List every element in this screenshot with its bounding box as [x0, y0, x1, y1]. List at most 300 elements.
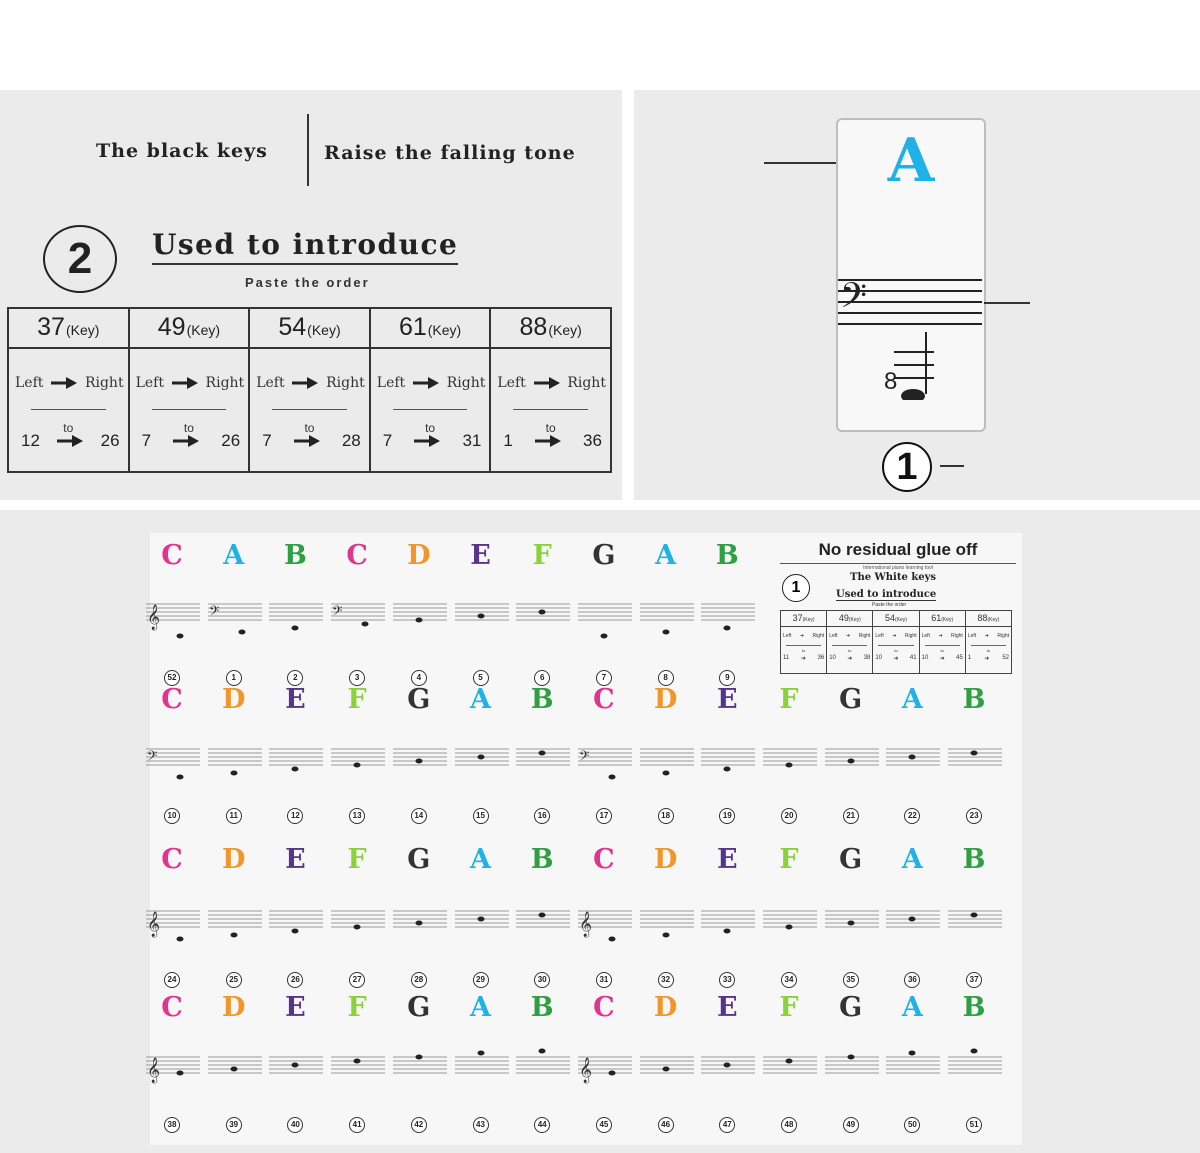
mini-to-label: to — [986, 648, 991, 653]
arrow-right-icon — [535, 435, 561, 447]
note-head — [724, 767, 731, 772]
note-letter: F — [779, 684, 799, 715]
mini-staff — [761, 739, 819, 789]
note-head — [354, 925, 361, 930]
note-letter: D — [221, 684, 246, 715]
left-label: Left — [256, 375, 285, 391]
arrow-right-icon — [413, 377, 439, 389]
range-end: 28 — [341, 431, 361, 450]
mini-staff — [576, 594, 634, 644]
key-number-badge: 36 — [904, 972, 920, 988]
note-letter: A — [470, 684, 491, 715]
mini-staff — [638, 594, 696, 644]
note-head — [177, 1071, 184, 1076]
note-head — [600, 634, 607, 639]
mini-key-count: 54 — [885, 613, 896, 623]
range-start: 12 — [21, 431, 40, 450]
mini-to-label: to — [801, 648, 806, 653]
mini-staff — [884, 739, 942, 789]
note-letter: B — [962, 684, 986, 715]
to-label: to — [425, 421, 436, 435]
divider-line — [31, 409, 106, 410]
mini-range-start: 10 — [921, 655, 929, 661]
key-direction-body — [371, 349, 490, 471]
note-head — [477, 1051, 484, 1056]
note-head — [362, 622, 369, 627]
note-head — [909, 917, 916, 922]
note-letter: D — [407, 540, 431, 571]
mini-key-column — [873, 611, 919, 673]
mini-staff — [699, 594, 757, 644]
key-number-badge: 29 — [473, 972, 489, 988]
mini-key-column — [920, 611, 966, 673]
key-number-badge: 33 — [719, 972, 735, 988]
bass-clef-icon: 𝄢 — [208, 603, 219, 622]
arrow-right-icon: ➜ — [846, 633, 851, 639]
note-head — [477, 755, 484, 760]
key-unit: (Key) — [427, 322, 462, 338]
range-end: 31 — [462, 431, 482, 450]
left-label: Left — [135, 375, 164, 391]
note-head — [415, 759, 422, 764]
note-letter: G — [407, 992, 431, 1023]
mini-left-label: Left — [783, 633, 792, 639]
note-letter: G — [839, 992, 863, 1023]
note-head — [971, 913, 978, 918]
key-number-badge: 37 — [966, 972, 982, 988]
mini-key-count: 49 — [838, 613, 849, 623]
key-number-badge: 43 — [473, 1117, 489, 1133]
mini-range-start: 10 — [829, 655, 836, 661]
treble-clef-icon: 𝄞 — [578, 1058, 592, 1083]
mini-step-badge: 1 — [782, 574, 810, 602]
mini-key-header — [873, 611, 918, 627]
mini-staff — [453, 594, 511, 644]
mini-staff — [576, 739, 634, 789]
key-number-badge: 3 — [349, 670, 365, 686]
note-head — [415, 921, 422, 926]
mini-heading-white-keys: The White keys — [850, 572, 937, 583]
note-head — [292, 767, 299, 772]
note-letter: F — [347, 684, 367, 715]
mini-staff — [267, 1047, 325, 1097]
note-letter: B — [530, 684, 554, 715]
sticker-letter: A — [887, 126, 935, 196]
note-letter: F — [779, 844, 799, 875]
mini-right-label: Right — [904, 633, 917, 639]
mini-staff — [267, 901, 325, 951]
right-label: Right — [446, 375, 486, 391]
note-letter: B — [283, 540, 307, 571]
note-letter: B — [962, 844, 986, 875]
sticker-sheet-panel — [0, 510, 1200, 1153]
mini-staff — [329, 1047, 387, 1097]
note-head — [971, 1049, 978, 1054]
mini-staff — [699, 901, 757, 951]
key-number-badge: 27 — [349, 972, 365, 988]
note-letter: D — [653, 992, 678, 1023]
bass-clef-icon: 𝄢 — [578, 748, 590, 767]
mini-key-table — [780, 610, 1012, 674]
note-head — [724, 929, 731, 934]
arrow-right-icon — [294, 435, 320, 447]
note-letter: E — [717, 992, 738, 1023]
mini-left-label: Left — [921, 633, 930, 639]
note-head — [415, 618, 422, 623]
key-number-badge: 4 — [411, 670, 427, 686]
arrow-right-icon: ➜ — [939, 656, 945, 662]
mini-staff — [576, 901, 634, 951]
key-number-badge: 39 — [226, 1117, 242, 1133]
mini-right-label: Right — [812, 633, 825, 639]
key-number-badge: 44 — [534, 1117, 550, 1133]
left-label: Left — [376, 375, 406, 391]
mini-staff — [946, 1047, 1004, 1097]
note-letter: A — [470, 992, 491, 1023]
note-letter: A — [223, 540, 245, 571]
bass-clef-icon: 𝄢 — [840, 275, 868, 324]
mini-range-end: 38 — [863, 655, 871, 661]
mini-staff — [144, 1047, 202, 1097]
key-column — [9, 309, 130, 471]
key-column — [250, 309, 371, 471]
note-head — [608, 1071, 615, 1076]
mini-key-unit: (Key) — [941, 617, 954, 623]
key-number-badge: 50 — [904, 1117, 920, 1133]
key-number-badge: 46 — [658, 1117, 674, 1133]
key-count: 88 — [519, 313, 548, 341]
note-letter: D — [653, 844, 678, 875]
mini-range-start: 10 — [875, 655, 883, 661]
mini-staff — [946, 739, 1004, 789]
note-letter: B — [530, 844, 554, 875]
mini-staff — [514, 1047, 572, 1097]
note-letter: E — [717, 844, 738, 875]
key-number-badge: 1 — [226, 670, 242, 686]
note-head — [354, 1059, 361, 1064]
note-head — [608, 775, 615, 780]
mini-staff — [206, 901, 264, 951]
note-letter: D — [653, 684, 678, 715]
note-head — [539, 610, 546, 615]
key-number-badge: 14 — [411, 808, 427, 824]
range-end: 26 — [100, 431, 120, 450]
key-unit: (Key) — [186, 322, 221, 338]
key-number-badge: 23 — [966, 808, 982, 824]
key-number-badge: 16 — [534, 808, 550, 824]
note-letter: D — [221, 992, 246, 1023]
note-head — [238, 630, 245, 635]
treble-clef-icon: 𝄞 — [578, 912, 592, 937]
right-label: Right — [326, 375, 365, 391]
key-number-badge: 12 — [287, 808, 303, 824]
mini-staff — [514, 594, 572, 644]
key-number-badge: 19 — [719, 808, 735, 824]
mini-staff — [206, 1047, 264, 1097]
note-letter: G — [592, 540, 616, 571]
mini-to-label: to — [940, 648, 944, 653]
treble-clef-icon: 𝄞 — [147, 912, 161, 937]
note-letter: C — [346, 540, 368, 571]
step-one-badge: 1 — [882, 442, 932, 492]
key-number-badge: 30 — [534, 972, 550, 988]
mini-key-unit: (Key) — [848, 617, 861, 623]
note-letter: C — [161, 540, 183, 571]
bass-clef-icon: 𝄢 — [147, 748, 158, 767]
note-head — [608, 937, 615, 942]
mini-key-unit: (Key) — [987, 617, 1000, 623]
key-number-badge: 25 — [226, 972, 242, 988]
key-number-badge: 49 — [843, 1117, 859, 1133]
mini-legend — [780, 540, 1016, 662]
note-head — [292, 929, 299, 934]
arrow-right-icon: ➜ — [938, 633, 943, 639]
key-number-badge: 40 — [287, 1117, 303, 1133]
mini-key-count: 88 — [977, 613, 988, 623]
key-number-badge: 31 — [596, 972, 612, 988]
note-head — [786, 763, 793, 768]
right-label: Right — [567, 375, 606, 391]
key-number-badge: 11 — [226, 808, 242, 824]
note-head — [724, 1063, 731, 1068]
key-number-badge: 42 — [411, 1117, 427, 1133]
key-number-badge: 52 — [164, 670, 180, 686]
note-head — [662, 771, 669, 776]
mini-staff — [453, 901, 511, 951]
to-label: to — [63, 421, 74, 435]
note-letter: A — [901, 684, 923, 715]
key-count-header — [250, 309, 369, 349]
arrow-right-icon: ➜ — [984, 656, 990, 662]
mini-staff — [514, 901, 572, 951]
key-count-header — [371, 309, 490, 349]
pointer-line-badge — [940, 465, 964, 467]
pointer-line-staff — [984, 302, 1030, 304]
key-column — [371, 309, 492, 471]
mini-staff — [823, 739, 881, 789]
mini-staff — [823, 901, 881, 951]
to-label: to — [545, 421, 556, 435]
mini-staff — [329, 594, 387, 644]
key-count: 37 — [37, 313, 65, 341]
mini-staff — [761, 1047, 819, 1097]
arrow-right-icon — [51, 377, 77, 389]
mini-range-end: 52 — [1002, 655, 1009, 661]
mini-staff — [761, 901, 819, 951]
note-head — [230, 1067, 237, 1072]
note-head — [847, 921, 854, 926]
mini-staff — [391, 739, 449, 789]
key-number-badge: 18 — [658, 808, 674, 824]
arrow-right-icon — [172, 377, 198, 389]
range-start: 7 — [262, 431, 272, 450]
divider-line — [272, 409, 347, 410]
note-letter: C — [593, 992, 615, 1023]
divider-line — [393, 409, 468, 410]
arrow-right-icon: ➜ — [799, 633, 805, 639]
mini-key-header — [966, 611, 1011, 627]
mini-right-label: Right — [951, 633, 963, 639]
mini-key-column — [966, 611, 1011, 673]
note-head — [177, 634, 184, 639]
note-letter: A — [901, 992, 923, 1023]
no-glue-title: No residual glue off — [818, 540, 978, 559]
divider — [307, 114, 309, 186]
mini-left-label: Left — [875, 633, 884, 639]
key-number-badge: 26 — [287, 972, 303, 988]
key-direction-body — [130, 349, 249, 471]
note-letter: E — [285, 684, 306, 715]
arrow-right-icon — [292, 377, 318, 389]
note-letter: F — [347, 844, 367, 875]
note-letter: B — [530, 992, 554, 1023]
mini-staff — [638, 739, 696, 789]
key-number-badge: 28 — [411, 972, 427, 988]
note-letter: F — [532, 540, 552, 571]
octave-marker: 8 — [884, 368, 898, 395]
arrow-right-icon: ➜ — [800, 656, 806, 662]
mini-range-start: 1 — [967, 655, 972, 661]
mini-subheading: Paste the order — [872, 602, 907, 608]
note-head — [662, 1067, 669, 1072]
key-number-badge: 45 — [596, 1117, 612, 1133]
note-head — [786, 925, 793, 930]
key-number-badge: 32 — [658, 972, 674, 988]
key-column — [491, 309, 610, 471]
mini-to-label: to — [848, 648, 852, 653]
mini-staff — [638, 1047, 696, 1097]
mini-staff — [699, 739, 757, 789]
mini-range-end: 45 — [956, 655, 963, 661]
key-direction-body — [250, 349, 369, 471]
note-head — [354, 763, 361, 768]
note-head — [415, 1055, 422, 1060]
key-number-badge: 48 — [781, 1117, 797, 1133]
key-number-badge: 47 — [719, 1117, 735, 1133]
left-label: Left — [497, 375, 526, 391]
note-letter: A — [470, 844, 491, 875]
mini-range-end: 41 — [909, 655, 917, 661]
range-end: 26 — [221, 431, 241, 450]
black-keys-instruction-panel — [0, 90, 622, 500]
key-column — [130, 309, 251, 471]
intro-heading: Used to introduce — [152, 228, 458, 265]
mini-staff — [699, 1047, 757, 1097]
key-count-header — [130, 309, 249, 349]
range-start: 7 — [382, 431, 393, 450]
divider-line — [152, 409, 227, 410]
note-letter: G — [407, 684, 431, 715]
arrow-right-icon: ➜ — [847, 656, 853, 662]
key-count: 61 — [398, 313, 427, 341]
note-head — [786, 1059, 793, 1064]
key-unit: (Key) — [65, 322, 100, 338]
arrow-right-icon — [57, 435, 83, 447]
note-letter: C — [161, 844, 183, 875]
to-label: to — [304, 421, 315, 435]
mini-staff — [884, 901, 942, 951]
right-label: Right — [84, 375, 124, 391]
note-letter: F — [779, 992, 799, 1023]
key-unit: (Key) — [307, 322, 341, 338]
arrow-right-icon: ➜ — [893, 656, 899, 662]
note-letter: B — [962, 992, 986, 1023]
note-head — [177, 937, 184, 942]
note-head — [292, 1063, 299, 1068]
mini-staff — [453, 1047, 511, 1097]
mini-heading-intro: Used to introduce — [836, 589, 937, 600]
mini-staff — [329, 901, 387, 951]
key-count-table — [7, 307, 612, 473]
note-letter: F — [347, 992, 367, 1023]
arrow-right-icon: ➜ — [984, 633, 989, 639]
mini-key-header — [827, 611, 872, 627]
mini-key-unit: (Key) — [895, 617, 907, 623]
note-head — [177, 775, 184, 780]
step-number-badge: 2 — [43, 225, 117, 293]
mini-staff — [391, 901, 449, 951]
key-number-badge: 6 — [534, 670, 550, 686]
mini-staff — [638, 901, 696, 951]
note-letter: B — [715, 540, 739, 571]
note-head — [292, 626, 299, 631]
key-number-badge: 17 — [596, 808, 612, 824]
arrow-right-icon — [414, 435, 440, 447]
mini-staff — [267, 594, 325, 644]
mini-staff — [576, 1047, 634, 1097]
mini-staff — [946, 901, 1004, 951]
note-letter: E — [285, 992, 306, 1023]
note-letter: G — [407, 844, 431, 875]
mini-staff — [884, 1047, 942, 1097]
mini-staff — [391, 594, 449, 644]
note-head — [724, 626, 731, 631]
range-end: 36 — [583, 431, 602, 450]
falling-tone-label: Raise the falling tone — [324, 142, 576, 164]
bass-clef-icon: 𝄢 — [332, 603, 343, 622]
key-number-badge: 41 — [349, 1117, 365, 1133]
mini-left-label: Left — [829, 633, 838, 639]
mini-staff — [391, 1047, 449, 1097]
mini-key-header — [920, 611, 965, 627]
note-letter: E — [470, 540, 491, 571]
key-number-badge: 20 — [781, 808, 797, 824]
arrow-right-icon — [173, 435, 199, 447]
mini-staff — [206, 594, 264, 644]
key-number-badge: 24 — [164, 972, 180, 988]
mini-staff — [144, 901, 202, 951]
key-number-badge: 21 — [843, 808, 859, 824]
key-number-badge: 5 — [473, 670, 489, 686]
key-number-badge: 51 — [966, 1117, 982, 1133]
mini-staff — [206, 739, 264, 789]
arrow-right-icon — [534, 377, 560, 389]
note-head — [230, 771, 237, 776]
left-label: Left — [15, 375, 44, 391]
key-count-header — [9, 309, 128, 349]
note-head — [539, 1049, 546, 1054]
note-head — [909, 755, 916, 760]
note-letter: G — [839, 684, 863, 715]
key-number-badge: 15 — [473, 808, 489, 824]
note-head — [477, 614, 484, 619]
key-count: 49 — [157, 313, 186, 341]
key-number-badge: 35 — [843, 972, 859, 988]
black-keys-label: The black keys — [96, 140, 268, 162]
key-direction-body — [9, 349, 128, 471]
mini-staff — [144, 739, 202, 789]
note-head — [662, 933, 669, 938]
